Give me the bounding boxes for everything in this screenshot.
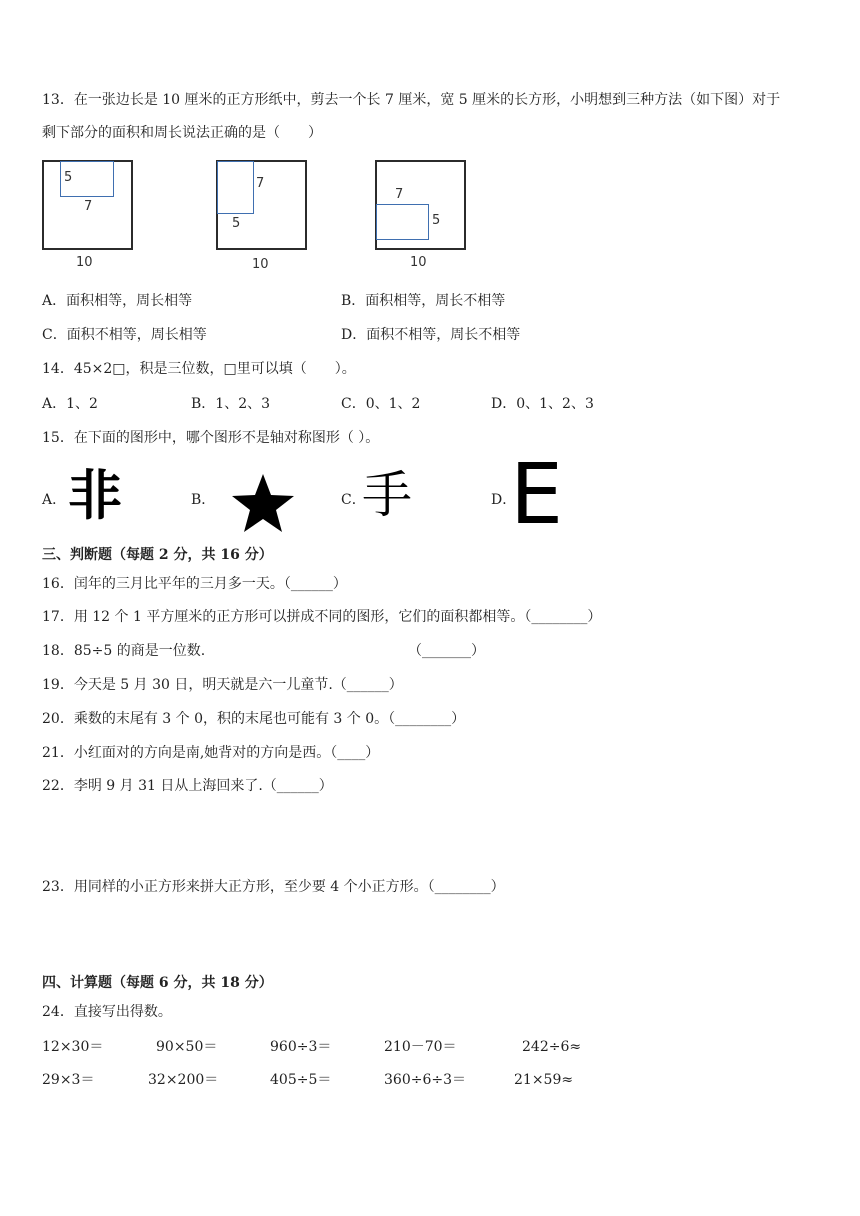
side-label: 10 <box>76 255 93 270</box>
q14-option-b[interactable]: B．1、2、3 <box>191 396 271 412</box>
width-label: 5 <box>232 216 241 231</box>
q16-text: 16．闰年的三月比平年的三月多一天。（______） <box>42 576 347 592</box>
q13-text-line1: 13．在一张边长是 10 厘米的正方形纸中，剪去一个长 7 厘米，宽 5 厘米的长方形，小明想到三种方法（如下图）对于 <box>42 92 781 108</box>
calc-item: 405÷5＝ <box>270 1072 332 1088</box>
width-label: 5 <box>432 213 441 228</box>
calc-item: 960÷3＝ <box>270 1039 332 1055</box>
q22-text: 22．李明 9 月 31 日从上海回来了.（______） <box>42 778 333 794</box>
shou-character-figure: 手 <box>362 466 412 524</box>
length-label: 7 <box>84 199 93 214</box>
width-label: 5 <box>64 170 73 185</box>
q15-option-c[interactable]: C． <box>341 492 366 508</box>
q23-text: 23．用同样的小正方形来拼大正方形，至少要 4 个小正方形。（________） <box>42 879 505 895</box>
side-label: 10 <box>252 257 269 272</box>
section-3-heading: 三、判断题（每题 2 分，共 16 分） <box>42 547 273 563</box>
calc-item: 90×50＝ <box>156 1039 218 1055</box>
q15-option-b[interactable]: B． <box>191 492 216 508</box>
q14-option-c[interactable]: C．0、1、2 <box>341 396 421 412</box>
q21-text: 21．小红面对的方向是南,她背对的方向是西。（____） <box>42 745 380 761</box>
q19-text: 19．今天是 5 月 30 日，明天就是六一儿童节.（______） <box>42 677 403 693</box>
q20-text: 20．乘数的末尾有 3 个 0，积的末尾也可能有 3 个 0。（________） <box>42 711 466 727</box>
fei-character-figure: 非 <box>68 464 122 527</box>
calc-item: 242÷6≈ <box>522 1039 582 1055</box>
q15-option-a[interactable]: A． <box>42 492 67 508</box>
q14-option-a[interactable]: A．1、2 <box>42 396 98 412</box>
letter-e-figure: E <box>510 445 564 543</box>
q13-text-line2: 剩下部分的面积和周长说法正确的是（ ） <box>42 125 322 141</box>
section-4-heading: 四、计算题（每题 6 分，共 18 分） <box>42 975 273 991</box>
q13-option-c[interactable]: C．面积不相等，周长相等 <box>42 327 207 343</box>
q13-option-b[interactable]: B．面积相等，周长不相等 <box>341 293 506 309</box>
calc-item: 210－70＝ <box>384 1039 457 1055</box>
q13-option-a[interactable]: A．面积相等，周长相等 <box>42 293 193 309</box>
q13-option-d[interactable]: D．面积不相等，周长不相等 <box>341 327 521 343</box>
length-label: 7 <box>395 187 404 202</box>
side-label: 10 <box>410 255 427 270</box>
q17-text: 17．用 12 个 1 平方厘米的正方形可以拼成不同的图形，它们的面积都相等。（________） <box>42 609 602 625</box>
cut-rectangle <box>376 204 429 240</box>
star-icon <box>229 472 297 534</box>
calc-item: 360÷6÷3＝ <box>384 1072 466 1088</box>
cut-rectangle <box>217 161 254 214</box>
length-label: 7 <box>256 176 265 191</box>
q24-text: 24．直接写出得数。 <box>42 1004 172 1020</box>
calc-item: 29×3＝ <box>42 1072 95 1088</box>
calc-item: 12×30＝ <box>42 1039 104 1055</box>
q18-answer-blank[interactable]: （_______） <box>408 643 485 659</box>
calc-item: 32×200＝ <box>148 1072 219 1088</box>
q18-text: 18．85÷5 的商是一位数. <box>42 643 206 659</box>
q15-option-d[interactable]: D． <box>491 492 517 508</box>
q14-option-d[interactable]: D．0、1、2、3 <box>491 396 594 412</box>
q15-text: 15．在下面的图形中，哪个图形不是轴对称图形（ ）。 <box>42 430 380 446</box>
q14-text: 14．45×2□，积是三位数，□里可以填（ ）。 <box>42 361 356 377</box>
calc-item: 21×59≈ <box>514 1072 574 1088</box>
